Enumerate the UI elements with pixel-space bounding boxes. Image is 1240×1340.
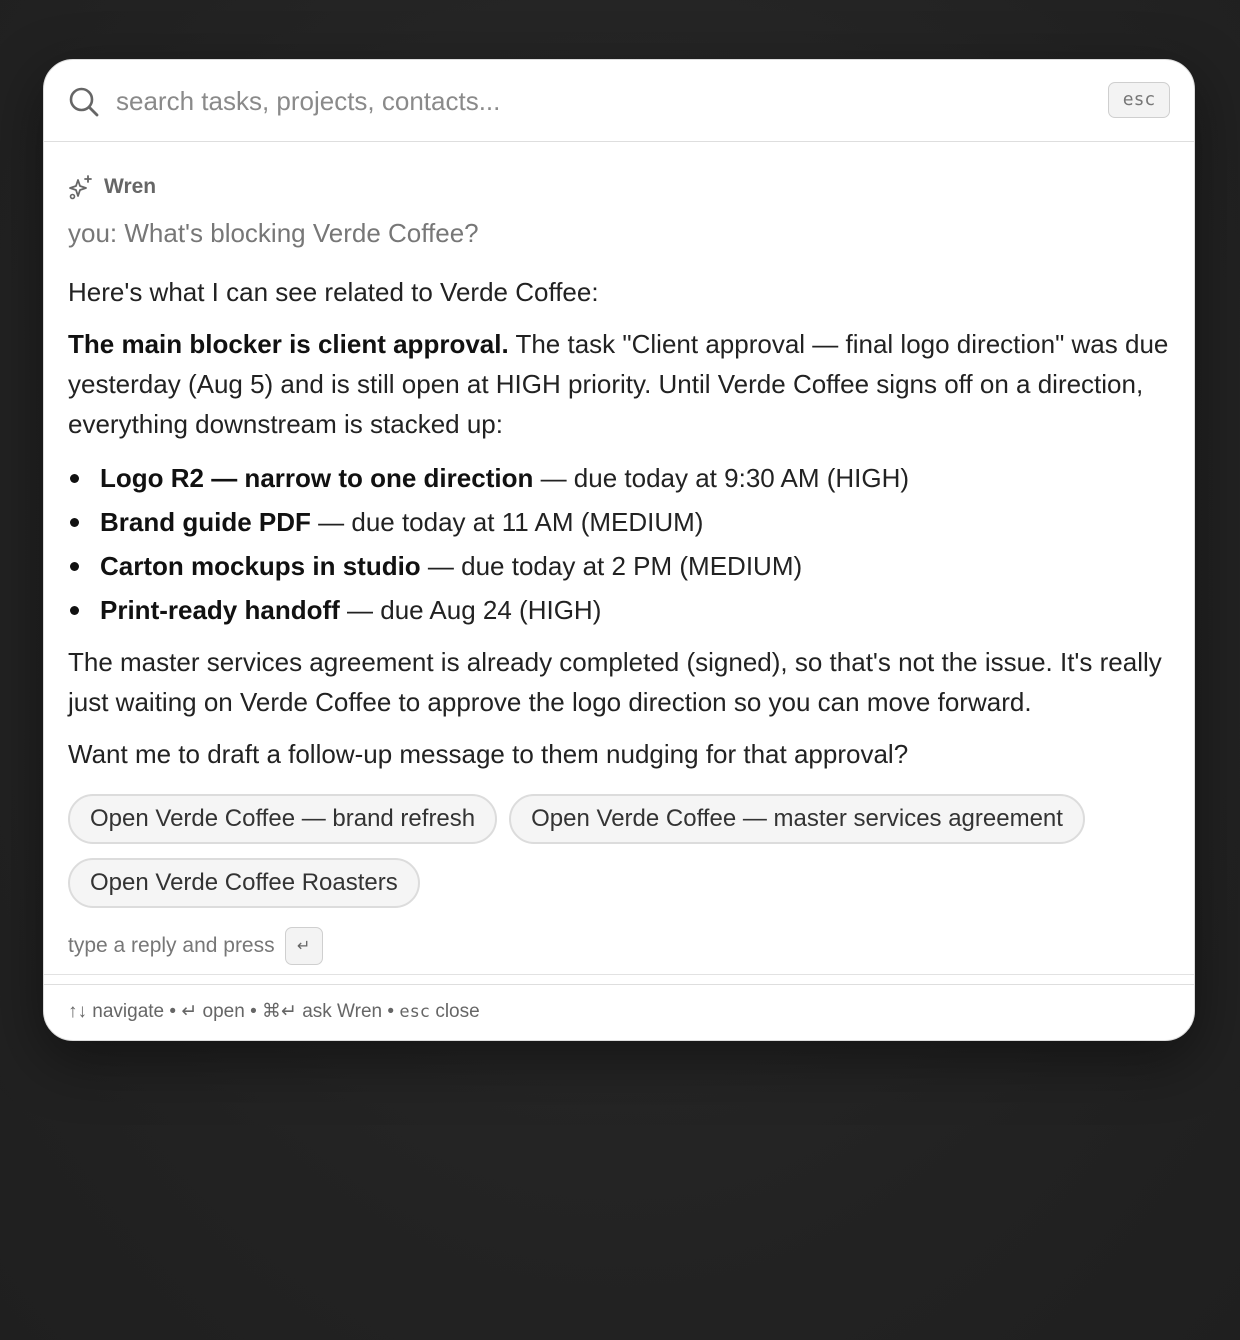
list-item [68,588,1178,632]
reply-hint [68,926,1178,966]
action-chips [68,794,1178,908]
blocked-task-list [68,456,1178,632]
sparkle-icon [68,174,94,200]
assistant-name: Wren [104,175,157,198]
open-msa-button[interactable]: Open Verde Coffee — master services agreement [509,794,1085,844]
list-item [68,456,1178,500]
search-input[interactable] [116,80,1076,122]
task-title: Logo R2 — narrow to one direction [100,463,534,493]
response-question: Want me to draft a follow-up message to them nudging for that approval? [68,739,909,769]
blocker-lead: The main blocker is client approval. [68,329,509,359]
task-detail: — due Aug 24 (HIGH) [339,595,602,625]
task-detail: — due today at 2 PM (MEDIUM) [420,551,803,581]
close-hint: close [430,1001,480,1022]
esc-key-badge[interactable]: esc [1108,82,1170,118]
search-icon [68,86,100,118]
task-title: Print-ready handoff [100,595,340,625]
response-summary: The master services agreement is already completed (signed), so that's not the issue. It's really just waiting on Verde Coffee to approve the logo direction so you can move forward. [68,647,1162,717]
footer-divider [44,974,1194,975]
response-intro: Here's what I can see related to Verde Coffee: [68,277,599,307]
keyboard-hints-footer [44,984,1194,1040]
ask-hint: ask Wren • [296,1001,400,1022]
task-title: Carton mockups in studio [100,551,421,581]
task-detail: — due today at 9:30 AM (HIGH) [533,463,910,493]
navigate-hint: navigate • [87,1001,182,1022]
open-roasters-button[interactable]: Open Verde Coffee Roasters [68,858,420,908]
enter-key-badge[interactable]: ↵ [285,927,323,965]
task-title: Brand guide PDF [100,507,311,537]
open-hint: open • [197,1001,263,1022]
close-key: esc [399,1002,431,1022]
list-item [68,544,1178,588]
search-bar [44,60,1194,142]
task-detail: — due today at 11 AM (MEDIUM) [310,507,704,537]
ask-key: ⌘↵ [262,1001,297,1022]
assistant-header [68,172,1178,202]
navigate-keys: ↑↓ [68,1001,87,1022]
open-brand-refresh-button[interactable]: Open Verde Coffee — brand refresh [68,794,497,844]
assistant-panel [68,172,1178,966]
list-item [68,500,1178,544]
command-palette [43,59,1195,1041]
open-key: ↵ [181,1001,198,1022]
user-query: you: What's blocking Verde Coffee? [68,218,479,248]
blocker-detail: The task "Client approval — final logo direction" was due yesterday (Aug 5) and is still open at HIGH priority. Until Verde Coffee signs off on a direction, everything downstream is stacked up: [68,329,1169,439]
response-blocker [68,324,1178,444]
reply-hint-text: type a reply and press [68,934,275,957]
